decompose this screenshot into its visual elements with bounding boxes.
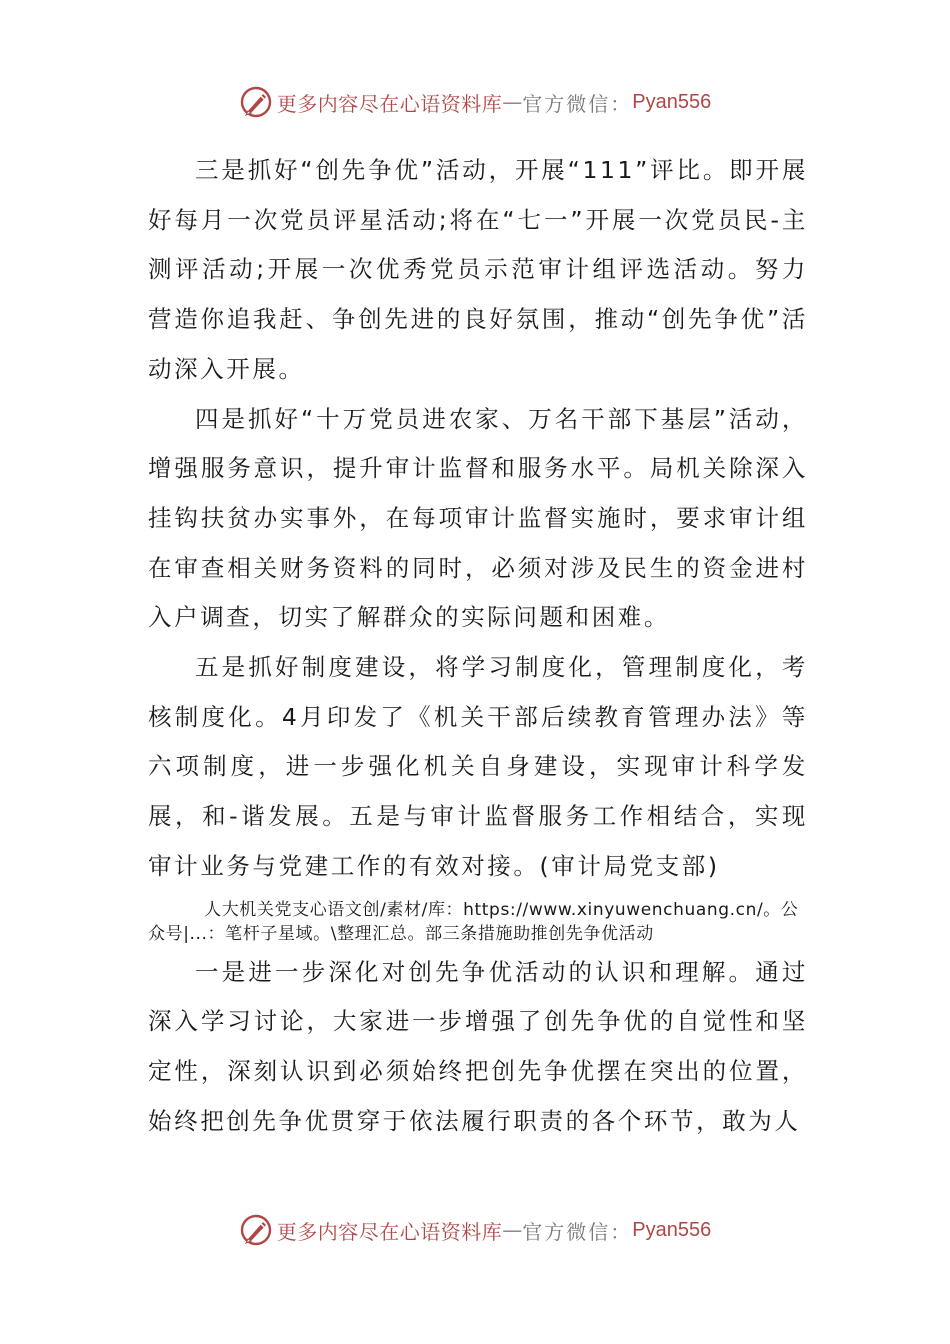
banner-dash: — xyxy=(502,1218,523,1242)
banner-wechat-id: Pyan556 xyxy=(632,90,712,113)
banner-site-text: 更多内容尽在心语资料库 xyxy=(276,1219,503,1244)
banner-dash: — xyxy=(502,90,523,114)
banner-wechat-label: 官方微信： xyxy=(522,91,633,116)
paragraph-5: 五是抓好制度建设，将学习制度化，管理制度化，考核制度化。4月印发了《机关干部后续教育管理办法》等六项制度，进一步强化机关自身建设，实现审计科学发展，和-谐发展。五是与审计监督服务工作相结合，实现审计业务与党建工作的有效对接。(审计局党支部) xyxy=(148,653,808,880)
banner-wechat-id: Pyan556 xyxy=(632,1218,712,1241)
footer-banner xyxy=(0,1210,950,1250)
source-note: 人大机关党支心语文创/素材/库：https://www.xinyuwenchuang.cn/。公众号|...：笔杆子星域。\整理汇总。部三条措施助推创先争优活动 xyxy=(148,899,799,944)
paragraph-next-1: 一是进一步深化对创先争优活动的认识和理解。通过深入学习讨论，大家进一步增强了创先争优的自觉性和坚定性，深刻认识到必须始终把创先争优摆在突出的位置，始终把创先争优贯穿于依法履行职责的各个环节，敢为人 xyxy=(148,957,808,1135)
header-banner xyxy=(0,82,950,122)
document-body xyxy=(148,146,808,1146)
pen-logo-icon xyxy=(239,85,273,119)
paragraph-4: 四是抓好“十万党员进农家、万名干部下基层”活动，增强服务意识，提升审计监督和服务水平。局机关除深入挂钩扶贫办实事外，在每项审计监督实施时，要求审计组在审查相关财务资料的同时，必须对涉及民生的资金进村入户调查，切实了解群众的实际问题和困难。 xyxy=(148,404,808,632)
pen-logo-icon xyxy=(239,1213,273,1247)
banner-site-text: 更多内容尽在心语资料库 xyxy=(276,91,503,116)
banner-wechat-label: 官方微信： xyxy=(522,1219,633,1244)
paragraph-3: 三是抓好“创先争优”活动，开展“111”评比。即开展好每月一次党员评星活动;将在“七一”开展一次党员民-主测评活动;开展一次优秀党员示范审计组评选活动。努力营造你追我赶、争创先进的良好氛围，推动“创先争优”活动深入开展。 xyxy=(148,156,808,383)
